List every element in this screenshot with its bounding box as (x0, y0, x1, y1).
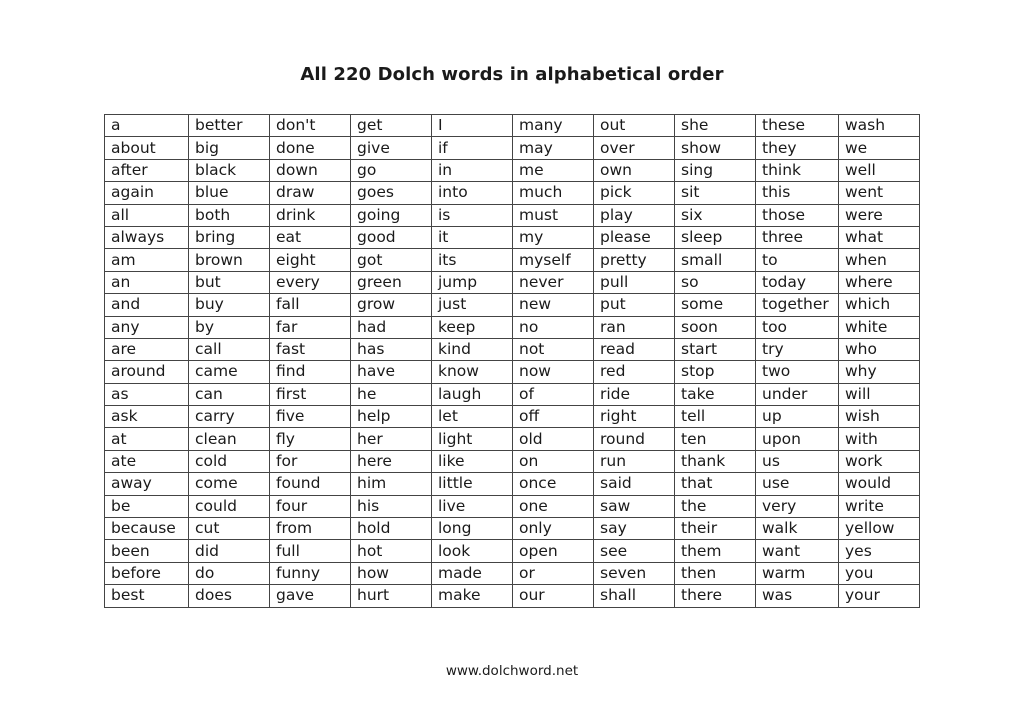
table-row (105, 182, 920, 204)
word-cell: hurt (351, 585, 432, 607)
word-cell: draw (270, 182, 351, 204)
word-cell: make (432, 585, 513, 607)
word-cell: show (675, 137, 756, 159)
word-cell: pick (594, 182, 675, 204)
word-cell: did (189, 540, 270, 562)
word-cell: thank (675, 450, 756, 472)
word-cell: put (594, 294, 675, 316)
word-cell: bring (189, 226, 270, 248)
word-cell: the (675, 495, 756, 517)
word-cell: four (270, 495, 351, 517)
table-row (105, 249, 920, 271)
word-cell: again (105, 182, 189, 204)
word-cell: hot (351, 540, 432, 562)
word-cell: and (105, 294, 189, 316)
word-cell: sleep (675, 226, 756, 248)
word-cell: fly (270, 428, 351, 450)
word-cell: little (432, 473, 513, 495)
table-row (105, 585, 920, 607)
word-cell: were (839, 204, 920, 226)
table-row (105, 316, 920, 338)
word-cell: clean (189, 428, 270, 450)
word-cell: ten (675, 428, 756, 450)
word-cell: five (270, 406, 351, 428)
word-cell: live (432, 495, 513, 517)
word-cell: shall (594, 585, 675, 607)
word-cell: new (513, 294, 594, 316)
word-cell: down (270, 159, 351, 181)
word-cell: let (432, 406, 513, 428)
word-cell: six (675, 204, 756, 226)
word-cell: or (513, 562, 594, 584)
word-cell: write (839, 495, 920, 517)
word-cell: two (756, 361, 839, 383)
word-cell: go (351, 159, 432, 181)
word-cell: help (351, 406, 432, 428)
word-cell: find (270, 361, 351, 383)
word-cell: light (432, 428, 513, 450)
word-cell: warm (756, 562, 839, 584)
word-cell: we (839, 137, 920, 159)
word-cell: when (839, 249, 920, 271)
table-row (105, 562, 920, 584)
word-cell: as (105, 383, 189, 405)
word-cell: these (756, 115, 839, 137)
word-cell: don't (270, 115, 351, 137)
table-row (105, 115, 920, 137)
word-cell: one (513, 495, 594, 517)
word-cell: run (594, 450, 675, 472)
word-cell: have (351, 361, 432, 383)
word-cell: at (105, 428, 189, 450)
word-cell: around (105, 361, 189, 383)
table-row (105, 495, 920, 517)
word-cell: ran (594, 316, 675, 338)
word-cell: wish (839, 406, 920, 428)
word-cell: here (351, 450, 432, 472)
word-cell: is (432, 204, 513, 226)
table-row (105, 338, 920, 360)
word-cell: on (513, 450, 594, 472)
word-cell: sing (675, 159, 756, 181)
word-cell: are (105, 338, 189, 360)
word-cell: saw (594, 495, 675, 517)
word-cell: if (432, 137, 513, 159)
word-cell: gave (270, 585, 351, 607)
word-cell: pretty (594, 249, 675, 271)
word-cell: full (270, 540, 351, 562)
word-cell: ask (105, 406, 189, 428)
word-cell: cut (189, 518, 270, 540)
word-cell: with (839, 428, 920, 450)
word-cell: black (189, 159, 270, 181)
word-cell: think (756, 159, 839, 181)
word-cell: from (270, 518, 351, 540)
word-cell: small (675, 249, 756, 271)
table-row (105, 271, 920, 293)
word-cell: to (756, 249, 839, 271)
word-cell: went (839, 182, 920, 204)
word-cell: never (513, 271, 594, 293)
word-cell: best (105, 585, 189, 607)
word-cell: would (839, 473, 920, 495)
word-cell: came (189, 361, 270, 383)
word-cell: may (513, 137, 594, 159)
word-cell: wash (839, 115, 920, 137)
word-cell: am (105, 249, 189, 271)
word-cell: a (105, 115, 189, 137)
table-row (105, 294, 920, 316)
word-cell: get (351, 115, 432, 137)
word-cell: she (675, 115, 756, 137)
word-cell: now (513, 361, 594, 383)
word-cell: soon (675, 316, 756, 338)
word-cell: call (189, 338, 270, 360)
word-cell: far (270, 316, 351, 338)
word-cell: an (105, 271, 189, 293)
word-cell: under (756, 383, 839, 405)
word-cell: once (513, 473, 594, 495)
table-row (105, 226, 920, 248)
table-row (105, 361, 920, 383)
footer-url: www.dolchword.net (445, 663, 579, 679)
word-cell: into (432, 182, 513, 204)
word-cell: like (432, 450, 513, 472)
word-cell: better (189, 115, 270, 137)
word-cell: sit (675, 182, 756, 204)
word-cell: they (756, 137, 839, 159)
word-cell: he (351, 383, 432, 405)
table-row (105, 428, 920, 450)
word-cell: out (594, 115, 675, 137)
table-row (105, 518, 920, 540)
table-row (105, 540, 920, 562)
word-cell: its (432, 249, 513, 271)
word-cell: only (513, 518, 594, 540)
word-cell: ride (594, 383, 675, 405)
word-cell: fast (270, 338, 351, 360)
word-cell: there (675, 585, 756, 607)
word-cell: why (839, 361, 920, 383)
word-cell: every (270, 271, 351, 293)
word-cell: too (756, 316, 839, 338)
word-cell: had (351, 316, 432, 338)
word-cell: seven (594, 562, 675, 584)
word-cell: yes (839, 540, 920, 562)
word-cell: grow (351, 294, 432, 316)
word-cell: do (189, 562, 270, 584)
word-cell: goes (351, 182, 432, 204)
word-cell: has (351, 338, 432, 360)
table-row (105, 406, 920, 428)
word-cell: give (351, 137, 432, 159)
word-cell: who (839, 338, 920, 360)
word-cell: them (675, 540, 756, 562)
word-cell: for (270, 450, 351, 472)
word-cell: kind (432, 338, 513, 360)
word-cell: fall (270, 294, 351, 316)
word-cell: round (594, 428, 675, 450)
word-cell: me (513, 159, 594, 181)
word-cell: because (105, 518, 189, 540)
word-cell: up (756, 406, 839, 428)
word-cell: any (105, 316, 189, 338)
word-cell: know (432, 361, 513, 383)
word-cell: you (839, 562, 920, 584)
word-cell: cold (189, 450, 270, 472)
word-cell: both (189, 204, 270, 226)
word-cell: tell (675, 406, 756, 428)
word-cell: was (756, 585, 839, 607)
word-cell: come (189, 473, 270, 495)
word-cell: pull (594, 271, 675, 293)
word-cell: right (594, 406, 675, 428)
word-cell: this (756, 182, 839, 204)
word-cell: own (594, 159, 675, 181)
table-row (105, 383, 920, 405)
word-cell: done (270, 137, 351, 159)
word-cell: see (594, 540, 675, 562)
word-cell: eat (270, 226, 351, 248)
word-cell: upon (756, 428, 839, 450)
word-cell: all (105, 204, 189, 226)
word-cell: how (351, 562, 432, 584)
word-cell: long (432, 518, 513, 540)
word-cell: got (351, 249, 432, 271)
word-cell: drink (270, 204, 351, 226)
word-cell: white (839, 316, 920, 338)
word-cell: brown (189, 249, 270, 271)
word-cell: our (513, 585, 594, 607)
word-cell: well (839, 159, 920, 181)
table-row (105, 137, 920, 159)
word-cell: then (675, 562, 756, 584)
word-cell: big (189, 137, 270, 159)
table-row (105, 159, 920, 181)
word-cell: just (432, 294, 513, 316)
word-cell: no (513, 316, 594, 338)
word-cell: their (675, 518, 756, 540)
word-cell: yellow (839, 518, 920, 540)
word-cell: must (513, 204, 594, 226)
word-cell: start (675, 338, 756, 360)
word-cell: together (756, 294, 839, 316)
word-cell: him (351, 473, 432, 495)
word-cell: three (756, 226, 839, 248)
page-title: All 220 Dolch words in alphabetical order (300, 64, 724, 85)
word-cell: good (351, 226, 432, 248)
word-cell: about (105, 137, 189, 159)
word-cell: away (105, 473, 189, 495)
word-cell: could (189, 495, 270, 517)
word-cell: but (189, 271, 270, 293)
table-row (105, 204, 920, 226)
word-cell: can (189, 383, 270, 405)
word-cell: by (189, 316, 270, 338)
word-cell: blue (189, 182, 270, 204)
word-cell: of (513, 383, 594, 405)
word-cell: off (513, 406, 594, 428)
word-cell: that (675, 473, 756, 495)
word-cell: her (351, 428, 432, 450)
word-cell: work (839, 450, 920, 472)
word-cell: carry (189, 406, 270, 428)
word-cell: some (675, 294, 756, 316)
word-cell: before (105, 562, 189, 584)
word-cell: buy (189, 294, 270, 316)
word-cell: first (270, 383, 351, 405)
word-cell: his (351, 495, 432, 517)
word-cell: my (513, 226, 594, 248)
word-cell: myself (513, 249, 594, 271)
word-cell: say (594, 518, 675, 540)
word-cell: today (756, 271, 839, 293)
table-body (105, 115, 920, 608)
word-cell: ate (105, 450, 189, 472)
word-cell: be (105, 495, 189, 517)
word-cell: I (432, 115, 513, 137)
word-cell: always (105, 226, 189, 248)
word-cell: which (839, 294, 920, 316)
word-cell: over (594, 137, 675, 159)
word-cell: look (432, 540, 513, 562)
word-cell: hold (351, 518, 432, 540)
dolch-words-table (104, 114, 920, 608)
word-cell: walk (756, 518, 839, 540)
word-cell: red (594, 361, 675, 383)
word-cell: what (839, 226, 920, 248)
word-cell: read (594, 338, 675, 360)
word-cell: laugh (432, 383, 513, 405)
word-cell: stop (675, 361, 756, 383)
word-cell: play (594, 204, 675, 226)
word-cell: jump (432, 271, 513, 293)
word-cell: want (756, 540, 839, 562)
table-row (105, 473, 920, 495)
word-cell: use (756, 473, 839, 495)
word-cell: said (594, 473, 675, 495)
word-cell: eight (270, 249, 351, 271)
word-cell: please (594, 226, 675, 248)
word-cell: your (839, 585, 920, 607)
word-cell: it (432, 226, 513, 248)
word-cell: us (756, 450, 839, 472)
word-cell: funny (270, 562, 351, 584)
word-cell: those (756, 204, 839, 226)
word-cell: open (513, 540, 594, 562)
word-cell: try (756, 338, 839, 360)
word-cell: much (513, 182, 594, 204)
word-cell: green (351, 271, 432, 293)
word-cell: made (432, 562, 513, 584)
word-cell: after (105, 159, 189, 181)
word-cell: where (839, 271, 920, 293)
word-cell: not (513, 338, 594, 360)
word-cell: does (189, 585, 270, 607)
word-cell: keep (432, 316, 513, 338)
word-cell: been (105, 540, 189, 562)
table-row (105, 450, 920, 472)
word-cell: so (675, 271, 756, 293)
word-cell: very (756, 495, 839, 517)
word-cell: will (839, 383, 920, 405)
word-cell: in (432, 159, 513, 181)
word-cell: take (675, 383, 756, 405)
word-cell: old (513, 428, 594, 450)
word-cell: going (351, 204, 432, 226)
word-cell: many (513, 115, 594, 137)
word-cell: found (270, 473, 351, 495)
